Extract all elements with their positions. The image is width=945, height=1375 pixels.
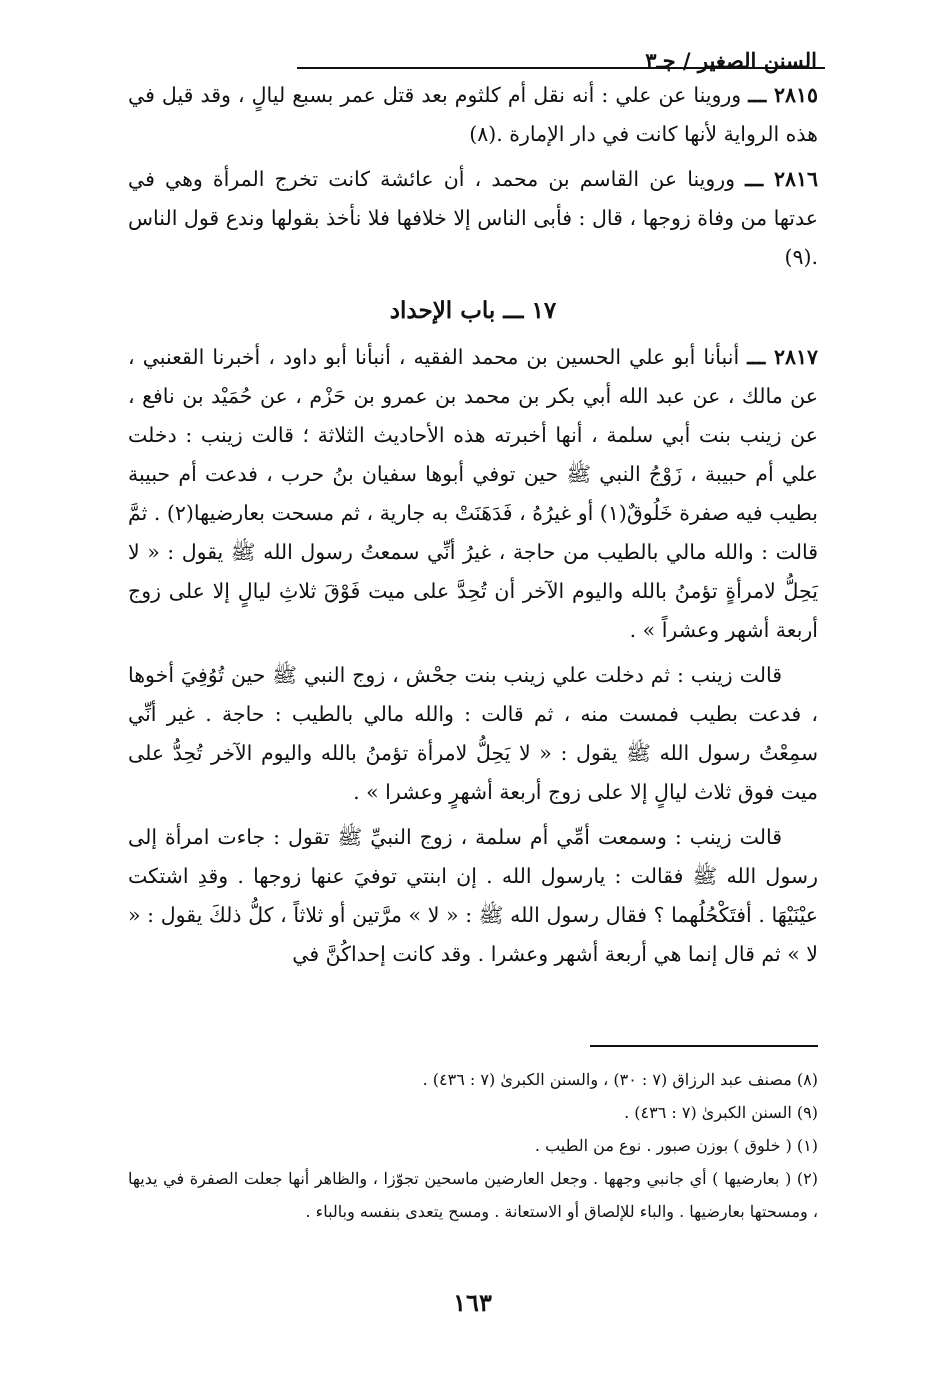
footnotes [128, 1063, 818, 1228]
header-rule [297, 67, 825, 69]
hadith-text: وروينا عن القاسم بن محمد ، أن عائشة كانت تخرج المرأة وهي في عدتها من وفاة زوجها ، قال : فأبى الناس إلا خلافها فلا نأخذ بقولها وندع قول الناس .(٩) [128, 167, 818, 269]
hadith-text: أنبأنا أبو علي الحسين بن محمد الفقيه ، أنبأنا أبو داود ، أخبرنا القعنبي ، عن مالك ، عن عبد الله أبي بكر بن محمد بن عمرو بن حَزْم ، عن حُمَيْد بن نافع ، عن زينب بنت أبي سلمة ، أنها أخبرته هذه الأحاديث الثلاثة ؛ قالت زينب : دخلت علي أم حبيبة ، زَوْجُ النبي ﷺ حين توفي أبوها سفيان بنُ حرب ، فدعت أم حبيبة بطيب فيه صفرة خَلُوقٌ(١) أو غيرُهُ ، فَدَهَنَتْ به جارية ، ثم مسحت بعارضيها(٢) . ثمَّ قالت : والله مالي بالطيب من حاجة ، غيرُ أنِّي سمعتُ رسول الله ﷺ يقول : « لا يَحِلُّ لامرأةٍ تؤمنُ بالله واليوم الآخر أن تُحِدَّ على ميت فَوْقَ ثلاثِ ليالٍ إلا على زوج أربعة أشهر وعشراً » . [128, 345, 818, 642]
paragraph-zaynab-2: قالت زينب : ثم دخلت علي زينب بنت جحْش ، زوج النبي ﷺ حين تُوُفِيَ أخوها ، فدعت بطيب فمست منه ، ثم قالت : والله مالي بالطيب : حاجة . غير أنِّي سمِعْتُ رسول الله ﷺ يقول : « لا يَحِلُّ لامرأة تؤمنُ بالله واليوم الآخر تُحِدُّ على ميت فوق ثلاث ليالٍ إلا على زوج أربعة أشهرٍ وعشرا » . [128, 663, 818, 804]
hadith-text: وروينا عن علي : أنه نقل أم كلثوم بعد قتل عمر بسبع ليالٍ ، وقد قيل في هذه الرواية لأنها كانت في دار الإمارة .(٨) [128, 83, 818, 146]
footnote-8: (٨) مصنف عبد الرزاق (٧ : ٣٠) ، والسنن الكبرىٰ (٧ : ٤٣٦) . [422, 1070, 818, 1089]
page-number: ١٦٣ [453, 1288, 492, 1317]
footnote-1: (١) ( خلوق ) بوزن صبور . نوع من الطيب . [534, 1136, 818, 1155]
hadith-number: ٢٨١٧ ـــ [747, 345, 818, 369]
hadith-number: ٢٨١٥ ـــ [748, 83, 818, 107]
paragraph-zaynab-3: قالت زينب : وسمعت أمِّي أم سلمة ، زوج النبيِّ ﷺ تقول : جاءت امرأة إلى رسول الله ﷺ فقالت : يارسول الله . إن ابنتي توفيَ عنها زوجها . وقدِ اشتكت عيْنَيْهَا . أفتَكْحُلُهما ؟ فقال رسول الله ﷺ : « لا » مرَّتين أو ثلاثاً ، كلُّ ذلكَ يقول : « لا » ثم قال إنما هي أربعة أشهر وعشرا . وقد كانت إحداكُنَّ في [128, 825, 818, 966]
hadith-number: ٢٨١٦ ـــ [745, 167, 818, 191]
footnote-2: (٢) ( بعارضيها ) أي جانبي وجهها . وجعل العارضين ماسحين تجوّزا ، والظاهر أنها جعلت الصفرة في يديها ، ومسحتها بعارضيها . والباء للإلصاق أو الاستعانة . ومسح يتعدى بنفسه وبالباء . [128, 1169, 819, 1221]
hadith-2815 [128, 76, 818, 154]
hadith-2817 [128, 338, 818, 650]
footnote-9: (٩) السنن الكبرىٰ (٧ : ٤٣٦) . [624, 1103, 818, 1122]
chapter-heading: ١٧ ـــ باب الإحداد [389, 297, 557, 324]
hadith-2816 [128, 160, 818, 277]
main-text [128, 76, 818, 980]
footnote-rule [590, 1045, 818, 1047]
running-head: السنن الصغير / جـ٣ [645, 48, 817, 73]
